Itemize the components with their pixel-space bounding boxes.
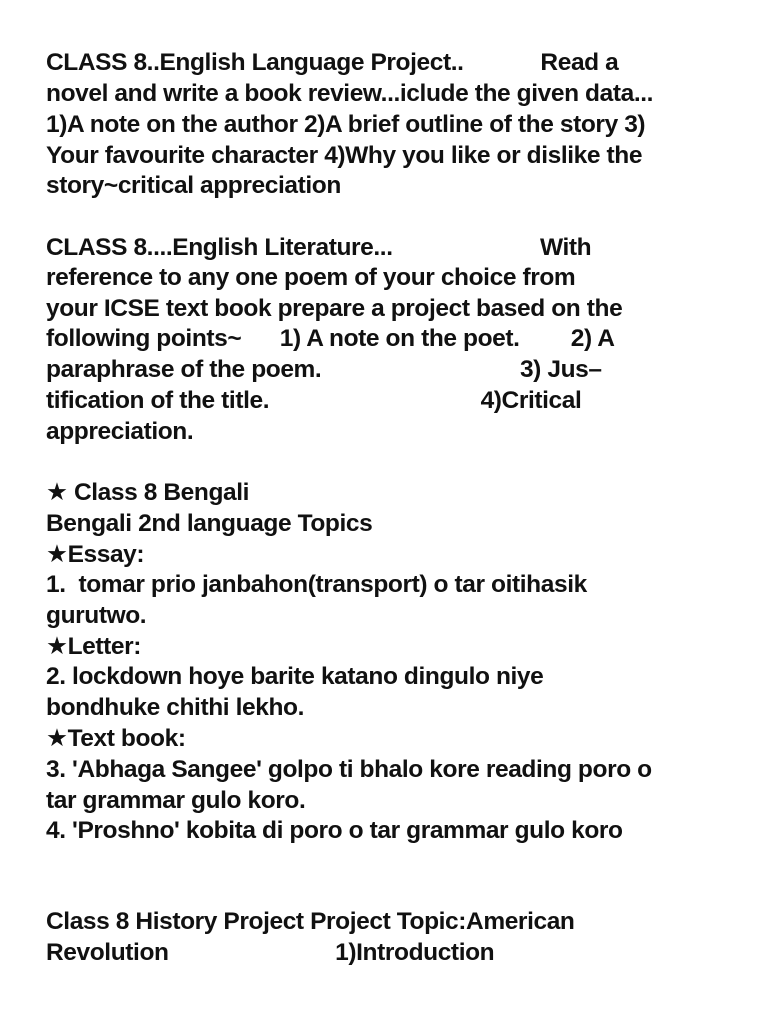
- text-line: reference to any one poem of your choice from: [46, 264, 576, 291]
- text-line: 1)A note on the author 2)A brief outline of the story 3): [46, 111, 646, 138]
- text-line: 3. 'Abhaga Sangee' golpo ti bhalo kore reading poro o: [46, 756, 652, 783]
- text-line: story~critical appreciation: [46, 172, 341, 199]
- text-line: bondhuke chithi lekho.: [46, 694, 304, 721]
- text-line: Revolution 1)Introduction: [46, 939, 495, 966]
- text-line: 2. lockdown hoye barite katano dingulo niye: [46, 663, 544, 690]
- text-line: CLASS 8....English Literature... With: [46, 234, 592, 261]
- text-line: gurutwo.: [46, 602, 147, 629]
- text-line: novel and write a book review...iclude the given data...: [46, 80, 654, 107]
- text-line: ★ Class 8 Bengali: [46, 479, 250, 506]
- text-line: appreciation.: [46, 418, 194, 445]
- text-line: 4. 'Proshno' kobita di poro o tar grammar gulo koro: [46, 817, 623, 844]
- text-line: ★Letter:: [46, 633, 141, 660]
- text-line: tification of the title. 4)Critical: [46, 387, 582, 414]
- text-line: CLASS 8..English Language Project.. Read a: [46, 49, 619, 76]
- text-line: Class 8 History Project Project Topic:American: [46, 908, 575, 935]
- text-line: 1. tomar prio janbahon(transport) o tar oitihasik: [46, 571, 587, 598]
- text-line: ★Essay:: [46, 541, 145, 568]
- text-line: following points~ 1) A note on the poet. 2) A: [46, 325, 615, 352]
- text-line: tar grammar gulo koro.: [46, 787, 306, 814]
- text-line: ★Text book:: [46, 725, 186, 752]
- text-line: paraphrase of the poem. 3) Jus–: [46, 356, 602, 383]
- text-line: Your favourite character 4)Why you like or dislike the: [46, 142, 643, 169]
- text-line: Bengali 2nd language Topics: [46, 510, 373, 537]
- text-line: your ICSE text book prepare a project based on the: [46, 295, 623, 322]
